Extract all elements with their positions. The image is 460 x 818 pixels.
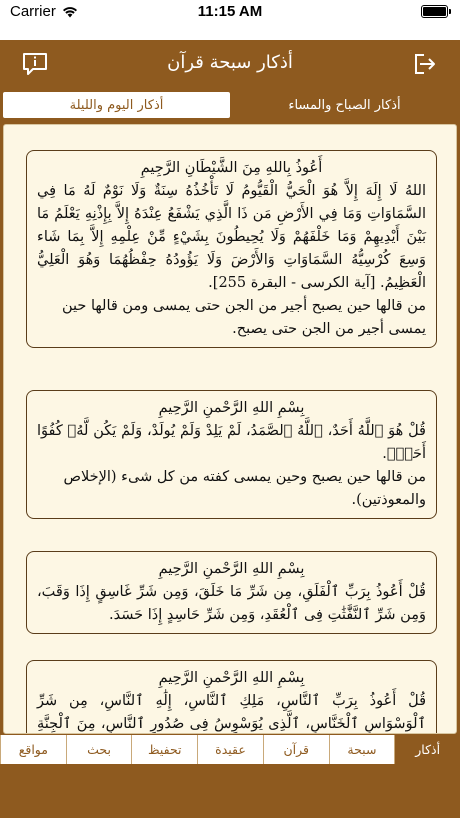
status-bar [0,0,460,40]
tab-adhkar[interactable]: أذكار [394,735,460,764]
dhikr-card [26,150,437,348]
exit-icon[interactable] [412,52,438,76]
segment-day-night[interactable]: أذكار اليوم والليلة [2,91,231,119]
carrier-label: Carrier [10,3,56,20]
tab-bar [0,734,460,764]
page-title: أذكار سبحة قرآن [167,52,293,73]
card-heading: بِسْمِ اللهِ الرَّحْمنِ الرَّحِيمِ [158,670,305,686]
tab-search[interactable]: بحث [66,735,132,764]
tab-tahfeez[interactable]: تحفيظ [131,735,197,764]
adhkar-list[interactable] [3,124,457,734]
battery-icon [421,5,448,18]
bottom-bar [0,764,460,818]
dhikr-card [26,390,437,519]
tab-sites[interactable]: مواقع [0,735,66,764]
segmented-control [0,88,460,122]
card-heading: بِسْمِ اللهِ الرَّحْمنِ الرَّحِيمِ [158,561,305,577]
dhikr-card [26,660,437,734]
card-text: قُلْ أَعُوذُ بِرَبِّ ٱلْفَلَقِ، مِن شَرِّ مَا خَلَقَ، وَمِن شَرِّ غَاسِقٍ إِذَا وَقَبَ، وَمِن شَرِّ ٱلنَّفَّٰثَٰتِ فِى ٱلْعُقَدِ، وَمِن شَرِّ حَاسِدٍ إِذَا حَسَدَ. [37,584,426,623]
card-heading: أَعُوذُ بِاللهِ مِنَ الشَّيْطَانِ الرَّجِيمِ [140,160,323,176]
card-text: اللهُ لَا إِلَهَ إِلاَّ هُوَ الْحَيُّ الْقَيُّومُ لَا تَأْخُذُهُ سِنَةٌ وَلَا نَوْمٌ لَهُ مَا فِي السَّمَاوَاتِ وَمَا فِي الأَرْضِ مَن ذَا الَّذِي يَشْفَعُ عِنْدَهُ إِلاَّ بِإِذْنِهِ يَعْلَمُ مَا بَيْنَ أَيْدِيهِمْ وَمَا خَلْفَهُمْ وَلَا يُحِيطُونَ بِشَيْءٍ مِّنْ عِلْمِهِ إِلاَّ بِمَا شَاء وَسِعَ كُرْسِيُّهُ السَّمَاوَاتِ وَالأَرْضَ وَلَا يَؤُودُهُ حِفْظُهُمَا وَهُوَ الْعَلِيُّ الْعَظِيمُ. [آية الكرسى - البقرة 255]. [37,183,426,291]
tab-aqeeda[interactable]: عقيدة [197,735,263,764]
tab-quran[interactable]: قرآن [263,735,329,764]
content-area [0,122,460,734]
dhikr-card [26,551,437,634]
tab-subha[interactable]: سبحة [329,735,395,764]
segment-morning-evening[interactable]: أذكار الصباح والمساء [231,91,458,119]
card-heading: بِسْمِ اللهِ الرَّحْمنِ الرَّحِيمِ [158,400,305,416]
card-text: قُلْ هُوَ ٱللَّهُ أَحَدٌ، ٱللَّهُ ٱلصَّمَدُ، لَمْ يَلِدْ وَلَمْ يُولَدْ، وَلَمْ يَكُن لَّهُۥ كُفُوًا أَحَدٌۢ. [37,423,426,462]
clock: 11:15 AM [197,3,263,20]
navigation-bar [0,40,460,88]
card-text: قُلْ أَعُوذُ بِرَبِّ ٱلنَّاسِ، مَلِكِ ٱلنَّاسِ، إِلَٰهِ ٱلنَّاسِ، مِن شَرِّ ٱلْوَسْوَاسِ ٱلْخَنَّاسِ، ٱلَّذِى يُوَسْوِسُ فِى صُدُورِ ٱلنَّاسِ، مِنَ ٱلْجِنَّةِ [37,693,426,732]
card-note: من قالها حين يصبح وحين يمسى كفته من كل شىء (الإخلاص والمعوذتين). [63,469,426,508]
card-note: من قالها حين يصبح أجير من الجن حتى يمسى ومن قالها حين يمسى أجير من الجن حتى يصبح. [61,298,426,337]
